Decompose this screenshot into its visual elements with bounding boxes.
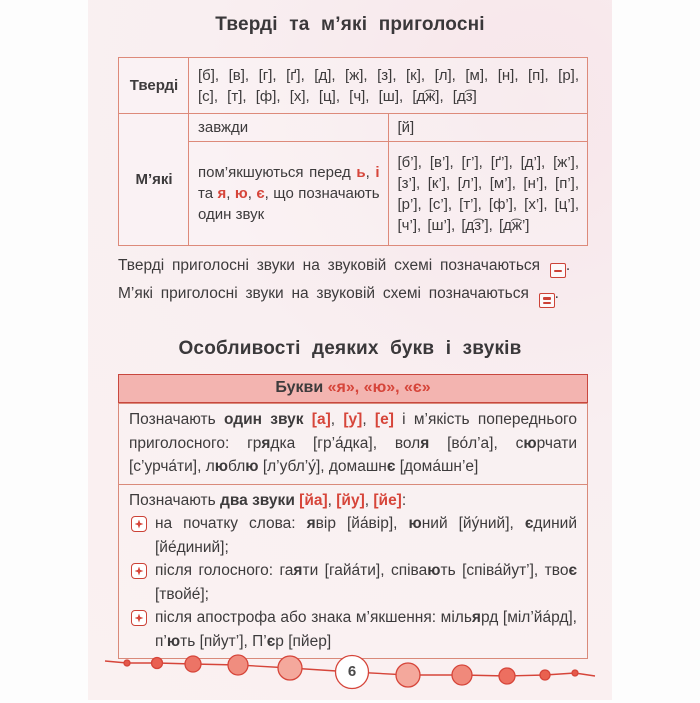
list-item — [129, 559, 577, 606]
page-title-letters: Особливості деяких букв і звуків — [178, 338, 522, 359]
note-soft — [118, 280, 588, 309]
letters-band-header: Букви «я», «ю», «є» — [118, 374, 588, 403]
table-row-hard — [119, 58, 588, 114]
diamond-bullet-icon — [131, 516, 147, 532]
soft-sound-symbol-icon — [539, 293, 555, 308]
hard-sound-symbol-icon — [550, 263, 566, 278]
list-item — [129, 512, 577, 559]
one-sound-section: Позначають один звук [а], [у], [е] і м’якість попереднього приголосного: грядка [гр’а́дка], воля [во́л’а], сюрчати [с’урча́ти], люблю [л’убл’у́], домашнє [дома́шн’е] — [129, 411, 578, 475]
hard-label: Тверді — [119, 58, 189, 114]
scheme-notes — [118, 252, 588, 308]
two-sounds-section — [119, 484, 587, 659]
page-number: 6 — [347, 663, 357, 680]
two-sounds-intro: Позначають два звуки [йа], [йу], [йе]: — [129, 491, 407, 509]
soft-label: М’які — [119, 114, 189, 246]
letters-content-box — [118, 403, 588, 659]
consonants-table — [118, 57, 588, 246]
note-hard — [118, 252, 588, 280]
page-title-consonants: Тверді та м’які приголосні — [215, 14, 485, 35]
hard-sounds-cell: [б], [в], [г], [ґ], [д], [ж], [з], [к], [л], [м], [н], [п], [р], [с], [т], [ф], [х], [ц], [ч], [ш], [д͡ж], [д͡з] — [189, 58, 588, 114]
diamond-bullet-icon — [131, 610, 147, 626]
soft-always-cell: завжди — [189, 114, 389, 142]
bullet-text-after-vowel: після голосного: гаяти [гайа́ти], співають [співа́йут’], твоє [твойе́]; — [155, 562, 578, 603]
note-soft-period: . — [554, 284, 559, 302]
note-hard-period: . — [565, 257, 571, 274]
bullet-text-after-apostrophe: після апострофа або знака м’якшення: мільярд [міл’йа́рд], п’ють [пйут’], П’єр [пйер] — [155, 609, 577, 650]
book-page — [88, 0, 612, 700]
note-soft-text: М’які приголосні звуки на звуковій схемі позначаються — [118, 284, 529, 302]
soft-condition-cell: пом’якшуються перед ь, і та я, ю, є, що позначають один звук — [189, 142, 389, 246]
soft-sounds-cell: [б’], [в’], [г’], [ґ’], [д’], [ж’], [з’], [к’], [л’], [м’], [н’], [п’], [р’], [с’], [т’], [ф’], [х’], [ц’], [ч’], [ш’], [д͡з’], [д͡ж’] — [388, 142, 588, 246]
note-hard-text: Тверді приголосні звуки на звуковій схемі позначаються — [118, 257, 541, 274]
diamond-bullet-icon — [131, 563, 147, 579]
table-row-soft-always — [119, 114, 588, 142]
table-row-soft-condition — [119, 142, 588, 246]
bullet-text-word-start: на початку слова: явір [йа́вір], юний [йу́ний], єдиний [йе́диний]; — [155, 515, 577, 556]
soft-always-sound-cell: [й] — [388, 114, 588, 142]
